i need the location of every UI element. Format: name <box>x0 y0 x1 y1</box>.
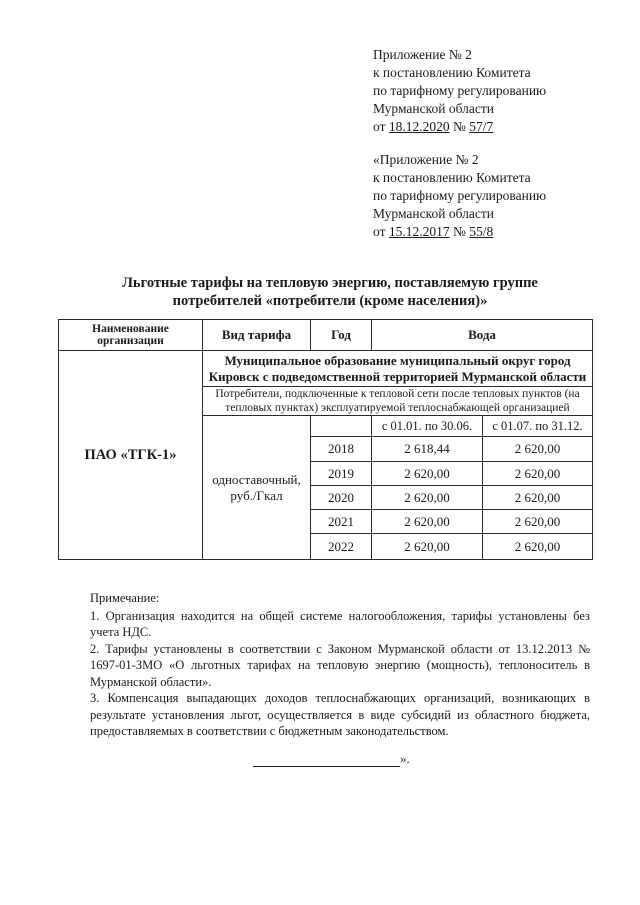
appendix-new-line3: по тарифному регулированию <box>373 83 547 98</box>
appendix-new-block <box>373 46 546 136</box>
notes-heading: Примечание: <box>90 591 160 605</box>
row-year: 2018 <box>311 437 372 462</box>
appendix-new-line1: Приложение № 2 <box>373 47 472 62</box>
row-year: 2020 <box>311 486 372 510</box>
appendix-new-line2: к постановлению Комитета <box>373 65 531 80</box>
note-item-2: 2. Тарифы установлены в соответствии с Законом Мурманской области от 13.12.2013 № 1697-01-ЗМО «О льготных тарифах на тепловую энергию (мощность), теплоноситель в Мурманской области». <box>90 641 590 689</box>
appendix-new-line4: Мурманской области <box>373 101 494 116</box>
row-value-h1: 2 620,00 <box>372 510 483 534</box>
row-year: 2022 <box>311 534 372 560</box>
document-title <box>60 274 600 310</box>
period-first-half: с 01.01. по 30.06. <box>372 416 483 437</box>
row-year: 2021 <box>311 510 372 534</box>
header-org: Наименование организации <box>59 320 203 351</box>
organization-name: ПАО «ТГК-1» <box>59 351 203 560</box>
tariff-type-value: одноставочный, руб./Гкал <box>203 416 311 560</box>
region-row <box>59 351 593 387</box>
appendix-old-number: 55/8 <box>469 224 494 239</box>
row-value-h2: 2 620,00 <box>483 437 593 462</box>
period-second-half: с 01.07. по 31.12. <box>483 416 593 437</box>
row-year: 2019 <box>311 462 372 486</box>
note-item-3: 3. Компенсация выпадающих доходов теплоснабжающих организаций, возникающих в результате установления льгот, осуществляется в виде субсидий из областного бюджета, предоставляемых в соответствии с бюджетным законодательством. <box>90 691 590 738</box>
note-item-1: 1. Организация находится на общей системе налогообложения, тарифы установлены без учета НДС. <box>90 608 590 639</box>
appendix-old-line4: Мурманской области <box>373 206 494 221</box>
row-value-h1: 2 620,00 <box>372 486 483 510</box>
header-tariff-type: Вид тарифа <box>203 320 311 351</box>
notes-block <box>90 590 590 740</box>
closing-quote: ». <box>400 751 410 766</box>
appendix-old-line3: по тарифному регулированию <box>373 188 547 203</box>
appendix-new-date: 18.12.2020 <box>388 119 450 134</box>
appendix-new-number: 57/7 <box>469 119 494 134</box>
row-value-h2: 2 620,00 <box>483 510 593 534</box>
title-line1: Льготные тарифы на тепловую энергию, поставляемую группе <box>122 275 538 291</box>
appendix-old-date-prefix: от <box>373 224 389 239</box>
appendix-new-number-prefix: № <box>449 119 470 134</box>
appendix-new-date-line <box>373 118 546 136</box>
row-value-h2: 2 620,00 <box>483 534 593 560</box>
tariff-table <box>58 319 593 560</box>
row-value-h1: 2 620,00 <box>372 462 483 486</box>
appendix-old-line2: к постановлению Комитета <box>373 170 531 185</box>
consumers-description: Потребители, подключенные к тепловой сети после тепловых пунктов (на тепловых пунктах) эксплуатируемой теплоснабжающей организацией <box>203 387 593 416</box>
appendix-new-date-prefix: от <box>373 119 389 134</box>
appendix-old-date: 15.12.2017 <box>388 224 450 239</box>
row-value-h1: 2 618,44 <box>372 437 483 462</box>
title-line2: потребителей «потребители (кроме населения)» <box>172 293 488 309</box>
appendix-old-line1: «Приложение № 2 <box>373 152 479 167</box>
table-header-row <box>59 320 593 351</box>
appendix-old-number-prefix: № <box>449 224 470 239</box>
closing-line <box>253 751 410 767</box>
region-name: Муниципальное образование муниципальный округ город Кировск с подведомственной территорией Мурманской области <box>203 351 593 387</box>
signature-blank-line <box>253 754 400 767</box>
appendix-old-block <box>373 151 546 241</box>
header-year: Год <box>311 320 372 351</box>
header-water: Вода <box>372 320 593 351</box>
row-value-h2: 2 620,00 <box>483 486 593 510</box>
period-empty-cell <box>311 416 372 437</box>
appendix-old-date-line <box>373 223 546 241</box>
row-value-h1: 2 620,00 <box>372 534 483 560</box>
row-value-h2: 2 620,00 <box>483 462 593 486</box>
